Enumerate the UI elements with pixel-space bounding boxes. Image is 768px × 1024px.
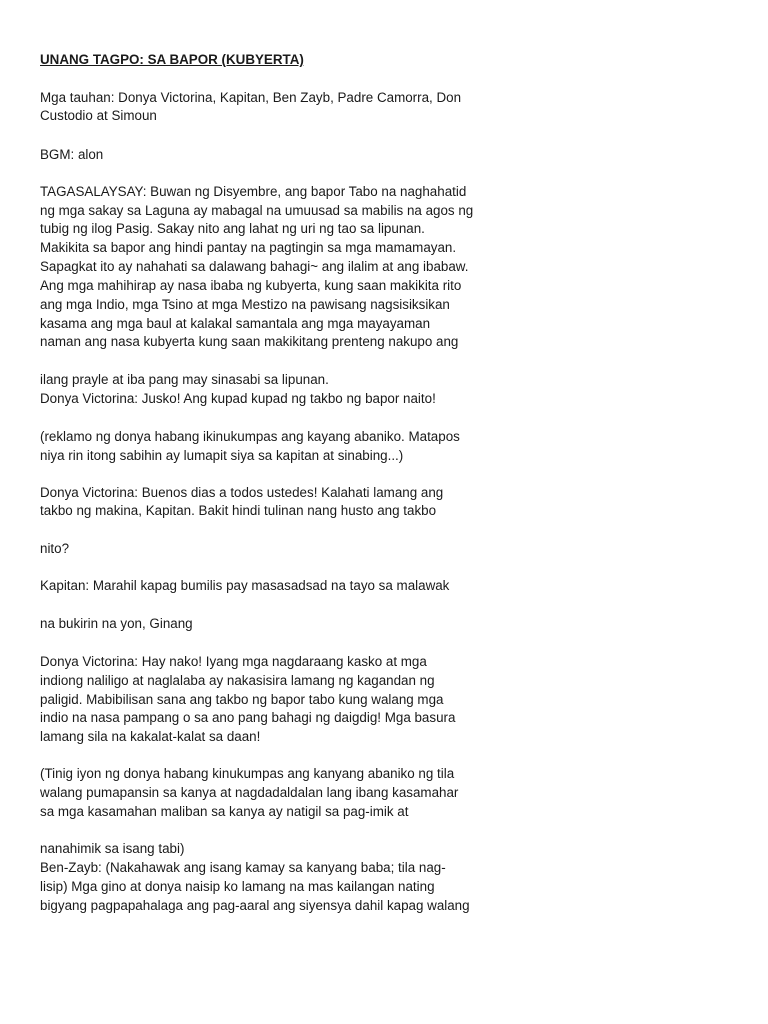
- text-line: na bukirin na yon, Ginang: [40, 616, 193, 631]
- text-line: Kapitan: Marahil kapag bumilis pay masasadsad na tayo sa malawak: [40, 578, 450, 593]
- text-line: kasama ang mga baul at kalakal samantala ang mga mayayaman: [40, 316, 431, 331]
- text-line: Donya Victorina: Buenos dias a todos ustedes! Kalahati lamang ang: [40, 485, 444, 500]
- text-line: lisip) Mga gino at donya naisip ko lamang na mas kailangan nating: [40, 879, 435, 894]
- text-line: TAGASALAYSAY: Buwan ng Disyembre, ang bapor Tabo na naghahatid: [40, 184, 467, 199]
- text-line: ilang prayle at iba pang may sinasabi sa lipunan.: [40, 372, 329, 387]
- text-line: paligid. Mabibilisan sana ang takbo ng bapor tabo kung walang mga: [40, 692, 444, 707]
- text-line: Ang mga mahihirap ay nasa ibaba ng kubyerta, kung saan makikita rito: [40, 278, 462, 293]
- text-line: niya rin itong sabihin ay lumapit siya sa kapitan at sinabing...): [40, 448, 404, 463]
- text-line: Donya Victorina: Hay nako! Iyang mga nagdaraang kasko at mga: [40, 654, 427, 669]
- text-line: ang mga Indio, mga Tsino at mga Mestizo na pawisang nagsisiksikan: [40, 297, 450, 312]
- text-line: takbo ng makina, Kapitan. Bakit hindi tulinan nang husto ang takbo: [40, 503, 437, 518]
- text-line: Makikita sa bapor ang hindi pantay na pagtingin sa mga mamamayan.: [40, 240, 457, 255]
- text-line: nanahimik sa isang tabi): [40, 841, 185, 856]
- text-line: sa mga kasamahan maliban sa kanya ay natigil sa pag-imik at: [40, 804, 409, 819]
- text-line: Mga tauhan: Donya Victorina, Kapitan, Ben Zayb, Padre Camorra, Don: [40, 90, 462, 105]
- text-line: (reklamo ng donya habang ikinukumpas ang kayang abaniko. Matapos: [40, 429, 460, 444]
- text-line: ng mga sakay sa Laguna ay mabagal na umuusad sa mabilis na agos ng: [40, 203, 474, 218]
- text-line: nito?: [40, 541, 70, 556]
- document-title: UNANG TAGPO: SA BAPOR (KUBYERTA): [40, 52, 304, 67]
- text-line: (Tinig iyon ng donya habang kinukumpas ang kanyang abaniko ng tila: [40, 766, 455, 781]
- text-line: Ben-Zayb: (Nakahawak ang isang kamay sa kanyang baba; tila nag-: [40, 860, 446, 875]
- text-line: lamang sila na kakalat-kalat sa daan!: [40, 729, 261, 744]
- text-line: BGM: alon: [40, 147, 104, 162]
- text-line: tubig ng ilog Pasig. Sakay nito ang lahat ng uri ng tao sa lipunan.: [40, 221, 425, 236]
- text-line: indiong naliligo at naglalaba ay nakasisira lamang ng kagandan ng: [40, 673, 435, 688]
- text-line: Donya Victorina: Jusko! Ang kupad kupad ng takbo ng bapor naito!: [40, 391, 436, 406]
- text-line: bigyang pagpapahalaga ang pag-aaral ang siyensya dahil kapag walang: [40, 898, 470, 913]
- text-line: walang pumapansin sa kanya at nagdadaldalan lang ibang kasamahar: [40, 785, 459, 800]
- text-line: Sapagkat ito ay nahahati sa dalawang bahagi~ ang ilalim at ang ibabaw.: [40, 259, 469, 274]
- text-line: Custodio at Simoun: [40, 108, 157, 123]
- text-line: naman ang nasa kubyerta kung saan makikitang prenteng nakupo ang: [40, 334, 459, 349]
- text-line: indio na nasa pampang o sa ano pang bahagi ng daigdig! Mga basura: [40, 710, 456, 725]
